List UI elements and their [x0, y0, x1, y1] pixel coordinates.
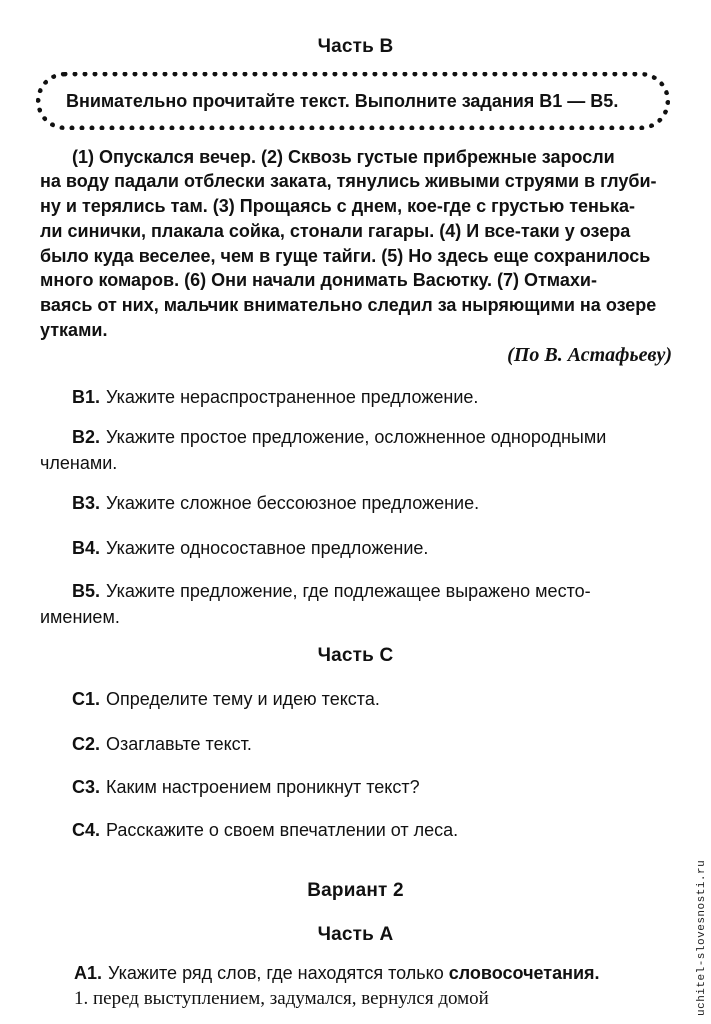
passage-line-3: ну и терялись там. (3) Прощаясь с днем, кое-где с грустью тенька-	[40, 196, 635, 216]
passage-attribution: (По В. Астафьеву)	[507, 344, 672, 366]
task-b4-code: В4.	[72, 538, 101, 558]
task-a1	[74, 960, 684, 986]
task-c1-text: Определите тему и идею текста.	[106, 689, 380, 709]
task-c2	[72, 731, 682, 757]
task-a1-text: Укажите ряд слов, где находятся только	[108, 963, 449, 983]
part-c-heading: Часть С	[317, 645, 394, 666]
task-b5-text: Укажите предложение, где подлежащее выражено место-	[106, 581, 591, 601]
task-a1-option-1: 1. перед выступлением, задумался, вернулся домой	[74, 988, 489, 1009]
passage-line-2: на воду падали отблески заката, тянулись живыми струями в глуби-	[40, 171, 657, 191]
task-b3	[72, 490, 682, 516]
task-c4	[72, 817, 682, 843]
task-b1	[72, 384, 682, 410]
task-c2-text: Озаглавьте текст.	[106, 734, 252, 754]
task-c1-code: С1.	[72, 689, 101, 709]
task-c4-code: С4.	[72, 820, 101, 840]
task-c4-text: Расскажите о своем впечатлении от леса.	[106, 820, 459, 840]
task-b5	[72, 578, 682, 604]
passage-line-4: ли синички, плакала сойка, стонали гагары. (4) И все-таки у озера	[40, 221, 631, 241]
task-c3	[72, 774, 682, 800]
task-c3-code: С3.	[72, 777, 101, 797]
task-a1-code: А1.	[74, 963, 103, 983]
task-b1-text: Укажите нераспространенное предложение.	[106, 387, 479, 407]
task-b2-code: В2.	[72, 427, 101, 447]
task-b3-text: Укажите сложное бессоюзное предложение.	[106, 493, 480, 513]
passage-line-7: ваясь от них, мальчик внимательно следил за ныряющими на озере	[40, 295, 657, 315]
instruction-text: Внимательно прочитайте текст. Выполните задания В1 — В5.	[66, 91, 619, 111]
part-b-heading: Часть В	[317, 36, 394, 57]
task-b2-text: Укажите простое предложение, осложненное однородными	[106, 427, 607, 447]
passage-line-6: много комаров. (6) Они начали донимать Васютку. (7) Отмахи-	[40, 270, 597, 290]
task-c2-code: С2.	[72, 734, 101, 754]
passage-line-1: (1) Опускался вечер. (2) Сквозь густые прибрежные заросли	[72, 147, 615, 167]
task-b4-text: Укажите односоставное предложение.	[106, 538, 429, 558]
task-b3-code: В3.	[72, 493, 101, 513]
task-b5-code: В5.	[72, 581, 101, 601]
task-c3-text: Каким настроением проникнут текст?	[106, 777, 420, 797]
variant-2-heading: Вариант 2	[307, 880, 404, 901]
task-b4	[72, 535, 682, 561]
passage-line-8: утками.	[40, 320, 108, 340]
task-b5-continuation: имением.	[40, 607, 120, 627]
site-watermark: uchitel-slovesnosti.ru	[696, 859, 708, 1016]
task-c1	[72, 686, 682, 712]
part-a-heading: Часть А	[317, 924, 394, 945]
task-b2	[72, 424, 682, 450]
passage-line-5: было куда веселее, чем в гуще тайги. (5) Но здесь еще сохранилось	[40, 246, 651, 266]
task-a1-bold-term: словосочетания.	[448, 963, 600, 983]
task-b2-continuation: членами.	[40, 453, 118, 473]
task-b1-code: В1.	[72, 387, 101, 407]
